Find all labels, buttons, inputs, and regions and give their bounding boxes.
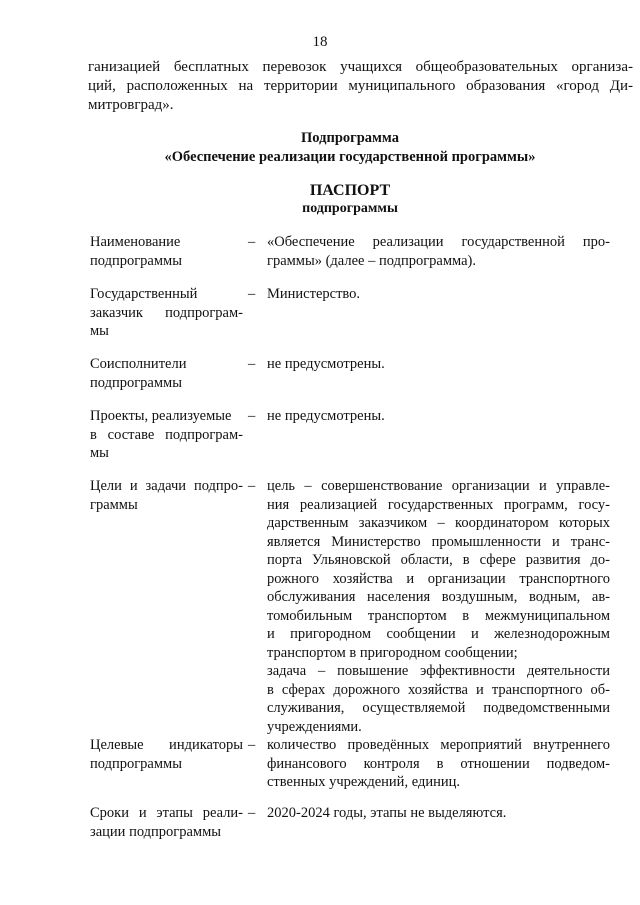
row-label bbox=[90, 407, 243, 463]
intro-paragraph bbox=[88, 58, 633, 115]
label-line: в составе подпрограм- bbox=[90, 426, 243, 443]
passport-title: ПАСПОРТ bbox=[309, 182, 391, 199]
label-line: Проекты, реализуемые bbox=[90, 408, 232, 424]
value-line: обслуживания населения воздушным, водным, ав- bbox=[267, 589, 610, 605]
row-dash: – bbox=[248, 478, 256, 494]
passport-subtitle: подпрограммы bbox=[302, 201, 398, 216]
row-label bbox=[90, 804, 243, 841]
label-line: Сроки и этапы реали- bbox=[90, 805, 243, 821]
label-line: Целевые индикаторы bbox=[90, 737, 243, 753]
value-line: томобильным транспортом в межмуниципальном bbox=[267, 607, 610, 624]
row-value bbox=[267, 804, 610, 823]
value-line: и пригородном сообщении и железнодорожным bbox=[267, 626, 610, 642]
row-dash: – bbox=[248, 737, 256, 753]
row-label bbox=[90, 285, 243, 341]
value-line: ния реализацией государственных программ, госу- bbox=[267, 496, 610, 513]
value-line: является Министерство промышленности и транс- bbox=[267, 533, 610, 550]
value-line: не предусмотрены. bbox=[267, 408, 385, 424]
value-line: Министерство. bbox=[267, 286, 361, 302]
row-label bbox=[90, 233, 243, 270]
subprogram-title: Подпрограмма bbox=[301, 130, 399, 146]
label-line: зации подпрограммы bbox=[90, 823, 222, 840]
intro-line: митровград». bbox=[88, 97, 174, 113]
row-dash: – bbox=[248, 805, 256, 821]
row-dash: – bbox=[248, 356, 256, 372]
row-label bbox=[90, 477, 243, 514]
value-line: задача – повышение эффективности деятельности bbox=[267, 663, 610, 679]
row-value bbox=[267, 233, 610, 270]
value-line: «Обеспечение реализации государственной про- bbox=[267, 234, 610, 250]
page-number: 18 bbox=[312, 34, 328, 50]
value-line: рожного хозяйства и организации транспортного bbox=[267, 570, 610, 587]
label-line: мы bbox=[90, 445, 109, 461]
value-line: количество проведённых мероприятий внутреннего bbox=[267, 737, 610, 753]
row-dash: – bbox=[248, 408, 256, 424]
value-line: 2020-2024 годы, этапы не выделяются. bbox=[267, 805, 507, 821]
value-line: финансового контроля в отношении подведом- bbox=[267, 755, 610, 772]
value-line: служивания, осуществляемой подведомственными bbox=[267, 700, 610, 716]
value-line: порта Ульяновской области, в сфере развития до- bbox=[267, 552, 610, 568]
row-dash: – bbox=[248, 286, 256, 302]
row-value bbox=[267, 736, 610, 792]
value-line: дарственным заказчиком – координатором которых bbox=[267, 515, 610, 531]
row-label bbox=[90, 355, 243, 392]
label-line: граммы bbox=[90, 496, 138, 513]
value-line: в сферах дорожного хозяйства и транспортного об- bbox=[267, 681, 610, 698]
label-line: Цели и задачи подпро- bbox=[90, 478, 243, 494]
intro-line: ций, расположенных на территории муниципального образования «город Ди- bbox=[88, 78, 633, 94]
row-dash: – bbox=[248, 234, 256, 250]
label-line: заказчик подпрограм- bbox=[90, 304, 243, 321]
intro-line: ганизацией бесплатных перевозок учащихся общеобразовательных организа- bbox=[88, 59, 633, 75]
row-label bbox=[90, 736, 243, 773]
value-line: ственных учреждений, единиц. bbox=[267, 774, 460, 790]
value-line: граммы» (далее – подпрограмма). bbox=[267, 252, 476, 269]
subprogram-name: «Обеспечение реализации государственной программы» bbox=[164, 149, 536, 165]
value-line: не предусмотрены. bbox=[267, 356, 385, 372]
label-line: Соисполнители bbox=[90, 356, 187, 372]
label-line: подпрограммы bbox=[90, 252, 182, 269]
label-line: Государственный bbox=[90, 286, 198, 302]
value-line: транспортом в пригородном сообщении; bbox=[267, 644, 518, 661]
row-value bbox=[267, 285, 610, 304]
row-value bbox=[267, 407, 610, 426]
value-line: учреждениями. bbox=[267, 718, 362, 735]
label-line: подпрограммы bbox=[90, 374, 182, 391]
row-value bbox=[267, 477, 610, 736]
label-line: Наименование bbox=[90, 234, 181, 250]
label-line: подпрограммы bbox=[90, 755, 182, 772]
row-value bbox=[267, 355, 610, 374]
label-line: мы bbox=[90, 323, 109, 339]
value-line: цель – совершенствование организации и управле- bbox=[267, 478, 610, 494]
